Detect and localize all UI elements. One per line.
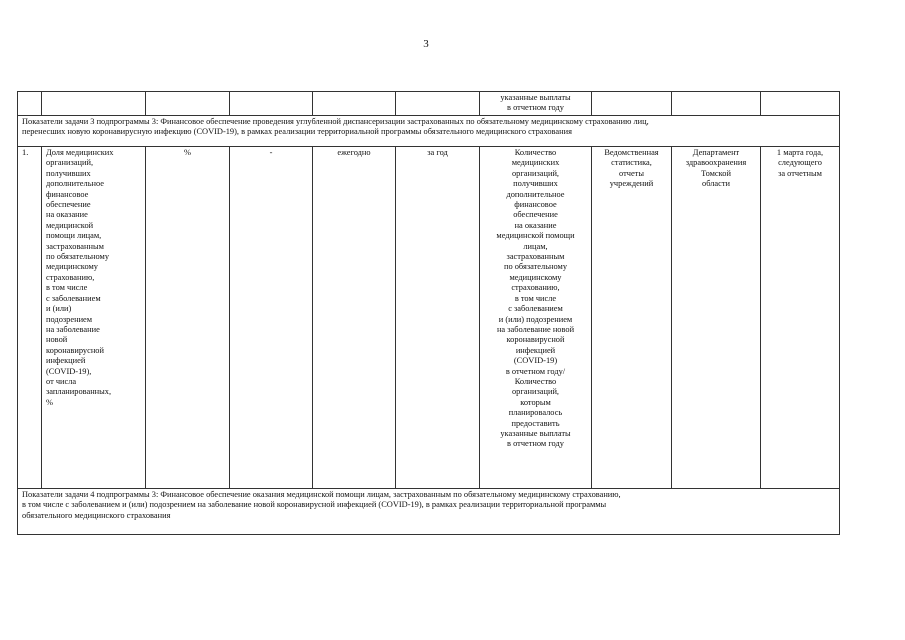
cell-base-value: - [230, 147, 313, 489]
cell-formula [480, 147, 592, 489]
table-cell [42, 92, 146, 116]
table-row-continued [18, 92, 840, 116]
deadline-text: 1 марта года, следующего за отчетным [776, 148, 824, 178]
table-row-indicator-1 [18, 147, 840, 489]
cell-unit: % [146, 147, 230, 489]
cell-deadline [761, 147, 840, 489]
formula-text: Количество медицинских организаций, получивших дополнительное финансовое обеспечение на оказание медицинской помощи лицам, застрахованным по обязательному медицинскому страхованию, в том числе с заболеванием и (или) подозрением на заболевание новой коронавирусной инфекцией (COVID-19) в отчетном году/ Количество организаций, которым планировалось предоставить указанные выплаты в отчетном году [496, 148, 575, 449]
table-cell-formula-continued [480, 92, 592, 116]
cell-data-source [592, 147, 672, 489]
table-cell [592, 92, 672, 116]
section-header-task-3-text: Показатели задачи 3 подпрограммы 3: Финансовое обеспечение проведения углубленной диспансеризации застрахованных по обязательному медицинскому страхованию лиц, перенесших новую коронавирусную инфекцию (COVID-19), в рамках реализации территориальной программы обязательного медицинского страхования [22, 117, 649, 137]
formula-continued-text: указанные выплаты в отчетном году [500, 93, 571, 113]
responsible-text: Департамент здравоохранения Томской области [685, 148, 747, 189]
indicator-name-text: Доля медицинских организаций, получивших дополнительное финансовое обеспечение на оказание медицинской помощи лицам, застрахованным по обязательному медицинскому страхованию, в том числе с заболеванием и (или) подозрением на заболевание новой коронавирусной инфекцией (COVID-19), от числа запланированных, % [46, 148, 114, 407]
table-cell [146, 92, 230, 116]
cell-responsible [672, 147, 761, 489]
section-header-task-4-text: Показатели задачи 4 подпрограммы 3: Финансовое обеспечение оказания медицинской помощи лицам, застрахованным по обязательному медицинскому страхованию, в том числе с заболеванием и (или) подозрением на заболевание новой коронавирусной инфекцией (COVID-19), в рамках реализации территориальной программы обязательного медицинского страхования [22, 490, 621, 520]
table-cell [761, 92, 840, 116]
section-header-task-4 [18, 489, 840, 535]
cell-period: за год [396, 147, 480, 489]
section-header-row-task-4 [18, 489, 840, 535]
cell-row-number: 1. [18, 147, 42, 489]
table-cell [672, 92, 761, 116]
page-number: 3 [423, 38, 429, 50]
table-cell [396, 92, 480, 116]
table-cell [313, 92, 396, 116]
cell-periodicity: ежегодно [313, 147, 396, 489]
table-cell [18, 92, 42, 116]
table-cell [230, 92, 313, 116]
data-source-text: Ведомственная статистика, отчеты учреждений [604, 148, 659, 189]
section-header-task-3 [18, 116, 840, 147]
section-header-row-task-3 [18, 116, 840, 147]
cell-indicator-name [42, 147, 146, 489]
indicators-table [17, 91, 840, 535]
